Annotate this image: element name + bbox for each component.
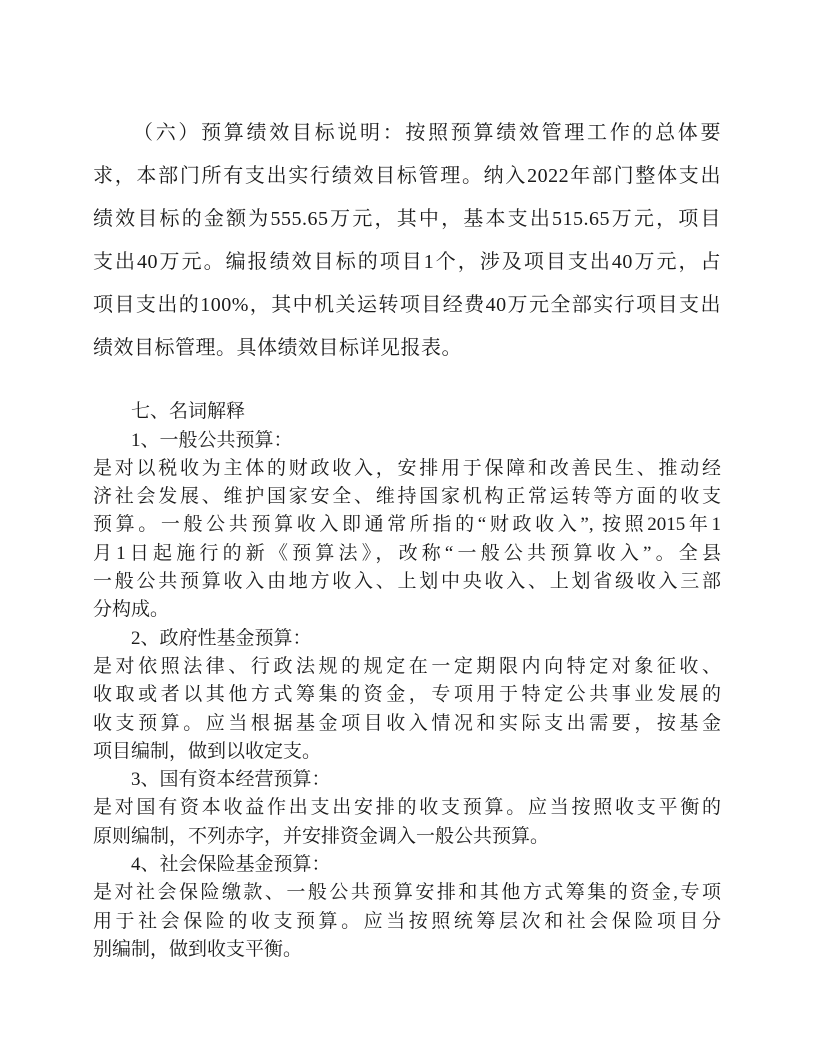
text-line: 绩效目标管理。具体绩效目标详见报表。 [93,337,462,359]
text-line: 预算。一般公共预算收入即通常所指的“财政收入”, 按照2015年1 [93,514,721,536]
blank-line [93,370,721,398]
text-line: 是对社会保险缴款、一般公共预算安排和其他方式筹集的资金,专项 [93,882,721,904]
text-line: 2、政府性基金预算： [131,627,312,649]
text-line: 分构成。 [93,599,170,621]
text-line: 是对依照法律、行政法规的规定在一定期限内向特定对象征收、 [93,655,721,677]
section-7-glossary [93,398,721,964]
text-line: 项目编制，做到以收定支。 [93,740,322,762]
text-line: 求，本部门所有支出实行绩效目标管理。纳入2022年部门整体支出 [93,165,721,187]
text-line: （六）预算绩效目标说明：按照预算绩效管理工作的总体要 [133,122,721,144]
text-line: 七、名词解释 [131,401,246,423]
text-line: 3、国有资本经营预算： [131,769,331,791]
text-line: 项目支出的100%，其中机关运转项目经费40万元全部实行项目支出 [93,294,721,316]
text-line: 济社会发展、维护国家安全、维持国家机构正常运转等方面的收支 [93,486,721,508]
text-line: 4、社会保险基金预算： [131,854,331,876]
text-line: 一般公共预算收入由地方收入、上划中央收入、上划省级收入三部 [93,571,721,593]
text-line: 1、一般公共预算： [131,429,293,451]
text-line: 月1日起施行的新《预算法》，改称“一般公共预算收入”。全县 [93,542,721,564]
text-line: 是对以税收为主体的财政收入，安排用于保障和改善民生、推动经 [93,457,721,479]
section-6-performance-target-note [93,112,721,370]
text-line: 绩效目标的金额为555.65万元，其中，基本支出515.65万元，项目 [93,208,721,230]
text-line: 用于社会保险的收支预算。应当按照统筹层次和社会保险项目分 [93,910,721,932]
text-line: 收支预算。应当根据基金项目收入情况和实际支出需要，按基金 [93,712,721,734]
text-line: 收取或者以其他方式筹集的资金，专项用于特定公共事业发展的 [93,684,721,706]
text-line: 别编制，做到收支平衡。 [93,938,303,960]
text-line: 支出40万元。编报绩效目标的项目1个，涉及项目支出40万元，占 [93,251,721,273]
text-line: 是对国有资本收益作出支出安排的收支预算。应当按照收支平衡的 [93,797,721,819]
document-body [93,112,721,964]
text-line: 原则编制，不列赤字，并安排资金调入一般公共预算。 [93,825,550,847]
